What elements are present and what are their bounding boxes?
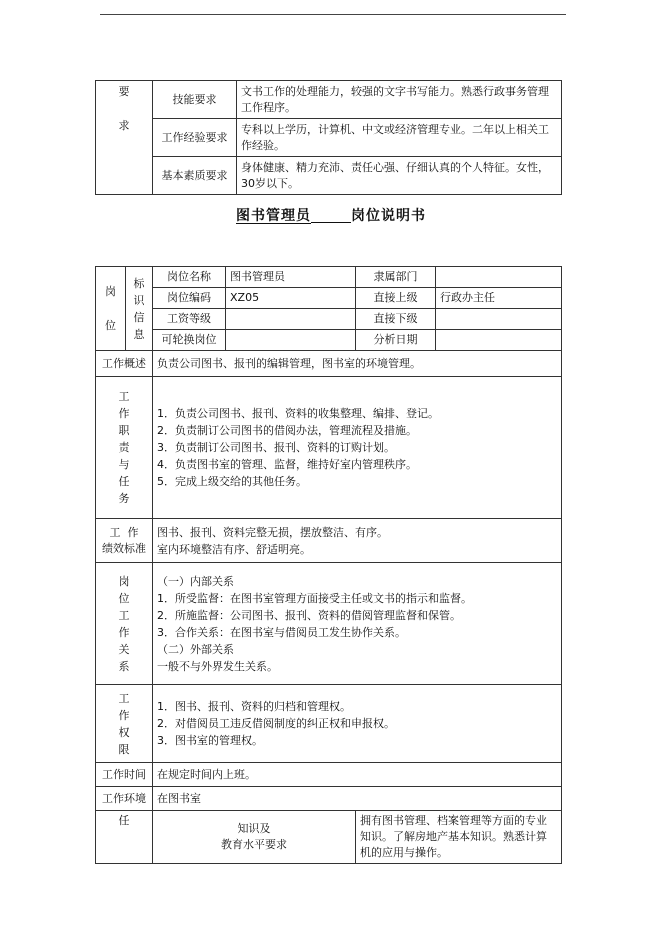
list-item: 3．合作关系：在图书室与借阅员工发生协作关系。: [157, 625, 406, 639]
list-item: 图书、报刊、资料完整无损，摆放整洁、有序。: [157, 525, 388, 539]
position-header: 岗 位: [96, 267, 126, 351]
list-item: 室内环境整洁有序、舒适明亮。: [157, 542, 311, 556]
list-item: 1．图书、报刊、资料的归档和管理权。: [157, 700, 351, 713]
requirements-category: 要 求: [96, 81, 153, 195]
list-item: 5．完成上级交给的其他任务。: [157, 475, 307, 488]
analysis-date-value: [436, 330, 562, 351]
work-time-label: 工作时间: [96, 763, 153, 787]
position-code-label: 岗位编码: [153, 288, 226, 309]
job-description-table: [95, 266, 562, 864]
position-name-value: 图书管理员: [226, 267, 356, 288]
list-item: 1．负责公司图书、报刊、资料的收集整理、编排、登记。: [157, 407, 439, 420]
page-header-rule: [100, 14, 566, 15]
position-name-label: 岗位名称: [153, 267, 226, 288]
list-item: 1．所受监督：在图书室管理方面接受主任或文书的指示和监督。: [157, 591, 472, 605]
rotation-position-value: [226, 330, 356, 351]
direct-subordinate-value: [436, 309, 562, 330]
work-env-label: 工作环境: [96, 787, 153, 811]
list-item: （二）外部关系: [157, 642, 234, 656]
list-item: 3．图书室的管理权。: [157, 734, 263, 747]
list-item: 2．负责制订公司图书的借阅办法，管理流程及措施。: [157, 424, 417, 437]
authority-list: [153, 685, 562, 763]
authority-label: 工 作 权 限: [96, 685, 153, 763]
salary-grade-label: 工资等级: [153, 309, 226, 330]
qualification-label-line2: 教育水平要求: [221, 838, 287, 851]
work-time-text: 在规定时间内上班。: [153, 763, 562, 787]
qualification-category: 任: [96, 811, 153, 864]
title-position-name: 图书管理员: [236, 208, 311, 224]
requirements-table: [95, 80, 562, 195]
direct-superior-value: 行政办主任: [436, 288, 562, 309]
document-title: [0, 205, 662, 225]
direct-superior-label: 直接上级: [356, 288, 436, 309]
relations-list: [153, 563, 562, 685]
title-blank-line: [311, 221, 351, 223]
list-item: 4．负责图书室的管理、监督，维持好室内管理秩序。: [157, 458, 417, 471]
performance-label-line2: 绩效标准: [102, 541, 146, 555]
quality-requirement-label: 基本素质要求: [153, 157, 237, 195]
position-code-value: XZ05: [226, 288, 356, 309]
list-item: 2．所施监督：公司图书、报刊、资料的借阅管理监督和保管。: [157, 608, 461, 622]
list-item: （一）内部关系: [157, 574, 234, 588]
skill-requirement-text: 文书工作的处理能力，较强的文字书写能力。熟悉行政事务管理工作程序。: [237, 81, 562, 119]
skill-requirement-label: 技能要求: [153, 81, 237, 119]
experience-requirement-label: 工作经验要求: [153, 119, 237, 157]
duties-list: [153, 377, 562, 519]
performance-label-line1: 工 作: [109, 525, 139, 539]
list-item: 一般不与外界发生关系。: [157, 659, 278, 673]
qualification-label: [153, 811, 356, 864]
department-label: 隶属部门: [356, 267, 436, 288]
id-info-header: 标 识 信 息: [126, 267, 153, 351]
summary-text: 负责公司图书、报刊的编辑管理，图书室的环境管理。: [153, 351, 562, 377]
direct-subordinate-label: 直接下级: [356, 309, 436, 330]
list-item: 3．负责制订公司图书、报刊、资料的订购计划。: [157, 441, 395, 454]
duties-label: 工 作 职 责 与 任 务: [96, 377, 153, 519]
experience-requirement-text: 专科以上学历，计算机、中文或经济管理专业。二年以上相关工作经验。: [237, 119, 562, 157]
performance-label: [96, 519, 153, 563]
analysis-date-label: 分析日期: [356, 330, 436, 351]
summary-label: 工作概述: [96, 351, 153, 377]
title-doc-type: 岗位说明书: [351, 208, 426, 224]
department-value: [436, 267, 562, 288]
rotation-position-label: 可轮换岗位: [153, 330, 226, 351]
performance-text: [153, 519, 562, 563]
qualification-text: 拥有图书管理、档案管理等方面的专业知识。了解房地产基本知识。熟悉计算机的应用与操作。: [356, 811, 562, 864]
qualification-label-line1: 知识及: [237, 822, 271, 835]
relations-label: 岗 位 工 作 关 系: [96, 563, 153, 685]
quality-requirement-text: 身体健康、精力充沛、责任心强、仔细认真的个人特征。女性，30岁以下。: [237, 157, 562, 195]
salary-grade-value: [226, 309, 356, 330]
work-env-text: 在图书室: [153, 787, 562, 811]
list-item: 2．对借阅员工违反借阅制度的纠正权和申报权。: [157, 717, 395, 730]
